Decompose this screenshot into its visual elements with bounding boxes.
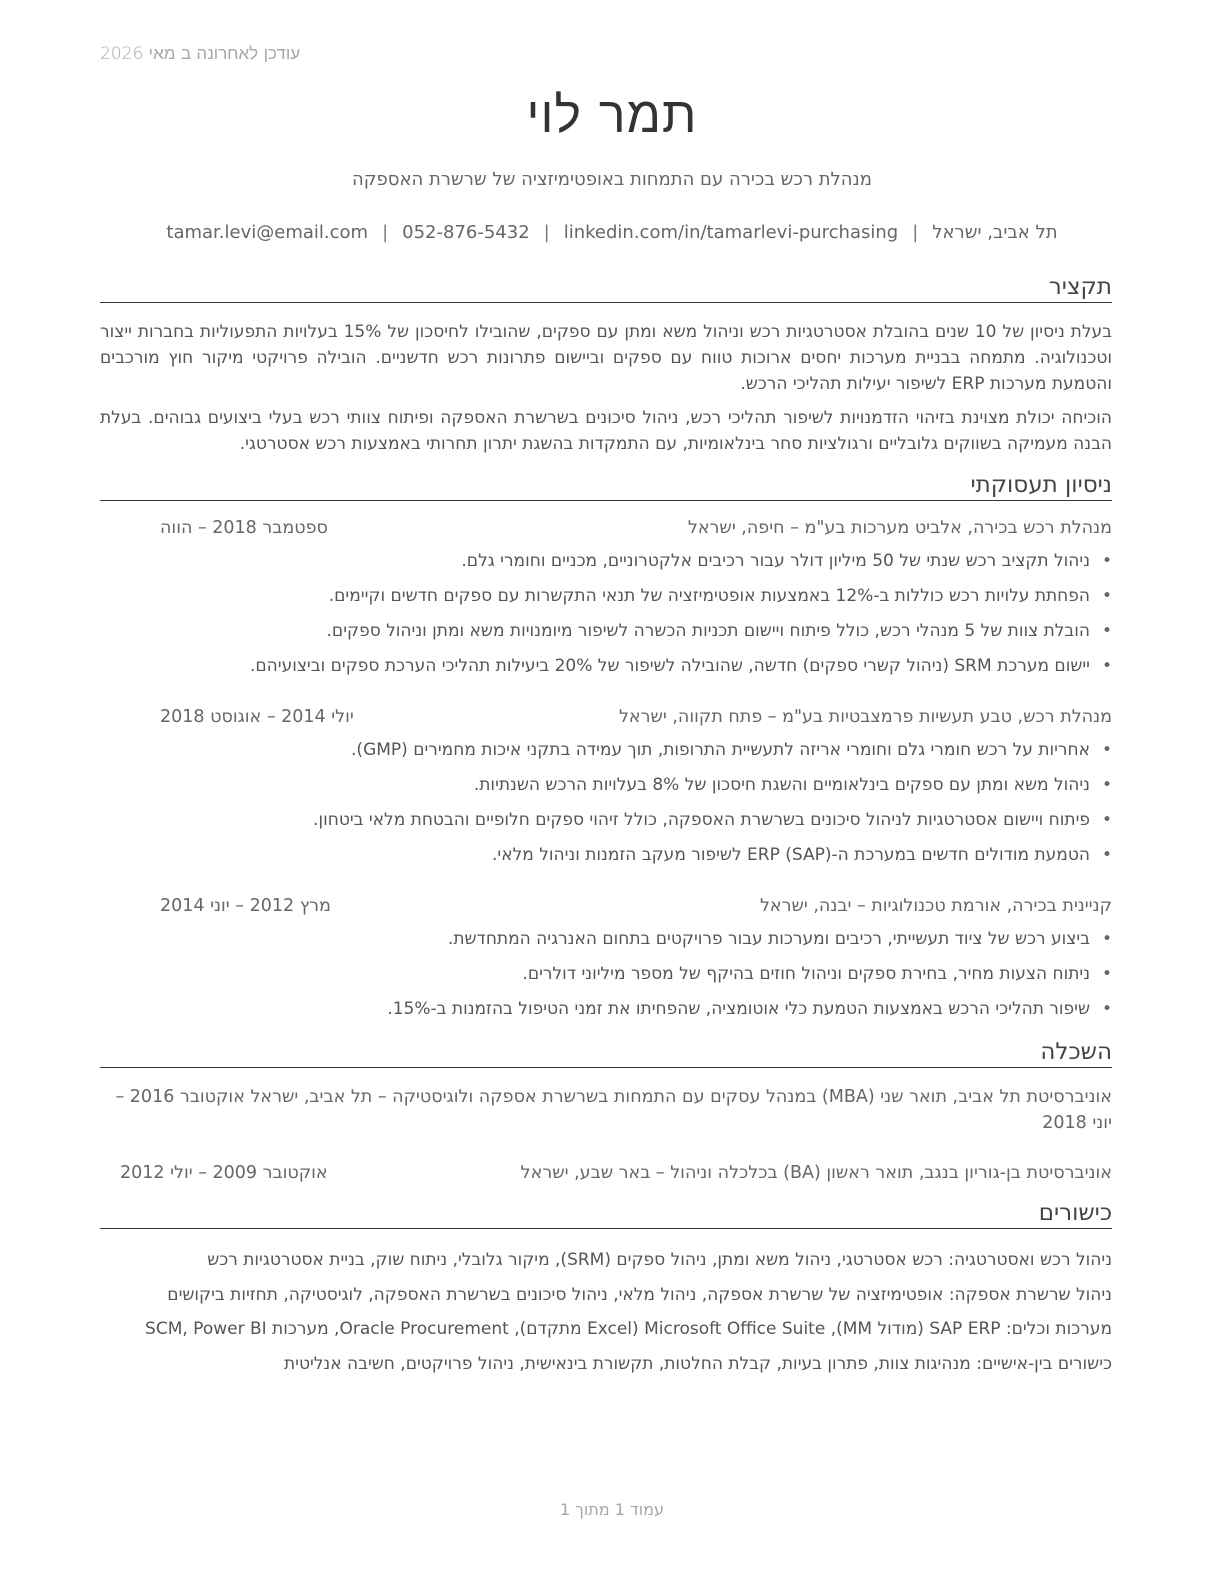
job-bullet: • שיפור תהליכי הרכש באמצעות הטמעת כלי אוטומציה, שהפחיתו את זמני הטיפול בהזמנות ב-15%. — [100, 997, 1112, 1032]
experience-heading: ניסיון תעסוקתי — [100, 472, 1112, 501]
contact-email[interactable]: tamar.levi@email.com — [166, 222, 369, 243]
job-bullets — [100, 738, 1112, 878]
skills-list — [100, 1248, 1112, 1386]
job-header — [100, 896, 1112, 920]
skills-line: מערכות וכלים: SAP ERP (מודול MM), Microsoft Office Suite (Excel מתקדם), Oracle Procurement, מערכות SCM, Power BI — [145, 1319, 1112, 1339]
job-bullets — [100, 549, 1112, 689]
job-bullets — [100, 927, 1112, 1032]
summary-paragraph-1: בעלת ניסיון של 10 שנים בהובלת אסטרטגיות רכש וניהול משא ומתן עם ספקים, שהובילו לחיסכון של 15% בעלויות התפעוליות בחברות ייצור וטכנולוגיה. מתמחה בבניית מערכות יחסים ארוכות טווח עם ספקים וביישום פתרונות רכש חדשניים. הובילה פרויקטי מיקור חוץ מורכבים והטמעת מערכות ERP לשיפור יעילות תהליכי הרכש. — [100, 322, 1112, 394]
education-text: אוניברסיטת תל אביב, תואר שני (MBA) במנהל עסקים עם התמחות בשרשרת אספקה ולוגיסטיקה – תל אביב, ישראל — [250, 1087, 1112, 1107]
job-dates: מרץ 2012 – יוני 2014 — [160, 896, 331, 916]
job-bullet: • פיתוח ויישום אסטרטגיות לניהול סיכונים בשרשרת האספקה, כולל זיהוי ספקים חלופיים והבטחת מלאי ביטחון. — [100, 808, 1112, 843]
education-dates: אוקטובר 2009 – יולי 2012 — [120, 1163, 328, 1183]
job-bullet: • ביצוע רכש של ציוד תעשייתי, רכיבים ומערכות עבור פרויקטים בתחום האנרגיה המתחדשת. — [100, 927, 1112, 962]
contact-location: תל אביב, ישראל — [932, 222, 1058, 243]
contact-separator: | — [382, 222, 389, 243]
education-heading: השכלה — [100, 1039, 1112, 1068]
contact-phone: 052-876-5432 — [402, 222, 530, 243]
summary-heading: תקציר — [100, 274, 1112, 303]
job-header — [100, 518, 1112, 542]
candidate-name: תמר לוי — [526, 86, 698, 144]
last-updated-note: עודכן לאחרונה ב מאי 2026 — [100, 44, 301, 64]
job-dates: ספטמבר 2018 – הווה — [160, 518, 328, 538]
job-bullet: • אחריות על רכש חומרי גלם וחומרי אריזה לתעשיית התרופות, תוך עמידה בתקני איכות מחמירים (GMP). — [100, 738, 1112, 773]
contact-separator: | — [912, 222, 919, 243]
job-bullet: • הפחתת עלויות רכש כוללות ב-12% באמצעות אופטימיזציה של תנאי התקשרות עם ספקים חדשים וקיימים. — [100, 584, 1112, 619]
skills-line: ניהול שרשרת אספקה: אופטימיזציה של שרשרת אספקה, ניהול מלאי, ניהול סיכונים בשרשרת האספקה, לוגיסטיקה, תחזיות ביקושים — [167, 1284, 1112, 1305]
education-item — [100, 1160, 1112, 1186]
education-text: אוניברסיטת בן-גוריון בנגב, תואר ראשון (BA) בכלכלה וניהול – באר שבע, ישראל — [520, 1163, 1112, 1183]
summary-paragraph-2: הוכיחה יכולת מצוינת בזיהוי הזדמנויות לשיפור תהליכי רכש, ניהול סיכונים בשרשרת האספקה ופיתוח צוותי רכש בעלי ביצועים גבוהים. בעלת הבנה מעמיקה בשווקים גלובליים ורגולציות סחר בינלאומיות, עם התמקדות בהשגת יתרון תחרותי באמצעות רכש אסטרטגי. — [100, 408, 1112, 454]
job-header — [100, 707, 1112, 731]
job-dates: יולי 2014 – אוגוסט 2018 — [160, 707, 354, 727]
job-bullet: • יישום מערכת SRM (ניהול קשרי ספקים) חדשה, שהובילה לשיפור של 20% ביעילות תהליכי הערכת ספקים וביצועיהם. — [100, 654, 1112, 689]
professional-headline: מנהלת רכש בכירה עם התמחות באופטימיזציה של שרשרת האספקה — [352, 169, 872, 190]
job-bullet: • ניהול תקציב רכש שנתי של 50 מיליון דולר עבור רכיבים אלקטרוניים, מכניים וחומרי גלם. — [100, 549, 1112, 584]
contact-linkedin[interactable]: linkedin.com/in/tamarlevi-purchasing — [563, 222, 899, 243]
job-bullet: • הובלת צוות של 5 מנהלי רכש, כולל פיתוח ויישום תכניות הכשרה לשיפור מיומנויות משא ומתן וניהול ספקים. — [100, 619, 1112, 654]
job-title: מנהלת רכש, טבע תעשיות פרמצבטיות בע"מ – פתח תקווה, ישראל — [618, 707, 1112, 727]
page-number: עמוד 1 מתוך 1 — [560, 1500, 664, 1519]
job-bullet: • ניתוח הצעות מחיר, בחירת ספקים וניהול חוזים בהיקף של מספר מיליוני דולרים. — [100, 962, 1112, 997]
contact-separator: | — [543, 222, 550, 243]
skills-heading: כישורים — [100, 1200, 1112, 1229]
education-dates: אוקטובר 2016 – יוני 2018 — [115, 1087, 1112, 1133]
job-title: מנהלת רכש בכירה, אלביט מערכות בע"מ – חיפה, ישראל — [687, 518, 1112, 538]
job-bullet: • ניהול משא ומתן עם ספקים בינלאומיים והשגת חיסכון של 8% בעלויות הרכש השנתיות. — [100, 773, 1112, 808]
job-bullet: • הטמעת מודולים חדשים במערכת ה-ERP (SAP) לשיפור מעקב הזמנות וניהול מלאי. — [100, 843, 1112, 878]
skills-line: כישורים בין-אישיים: מנהיגות צוות, פתרון בעיות, קבלת החלטות, תקשורת בינאישית, ניהול פרויקטים, חשיבה אנליטית — [283, 1353, 1112, 1374]
contact-line — [0, 222, 1224, 243]
skills-line: ניהול רכש ואסטרטגיה: רכש אסטרטגי, ניהול משא ומתן, ניהול ספקים (SRM), מיקור גלובלי, ניתוח שוק, בניית אסטרטגיות רכש — [207, 1250, 1112, 1270]
education-item — [100, 1084, 1112, 1136]
job-title: קניינית בכירה, אורמת טכנולוגיות – יבנה, ישראל — [759, 896, 1112, 916]
